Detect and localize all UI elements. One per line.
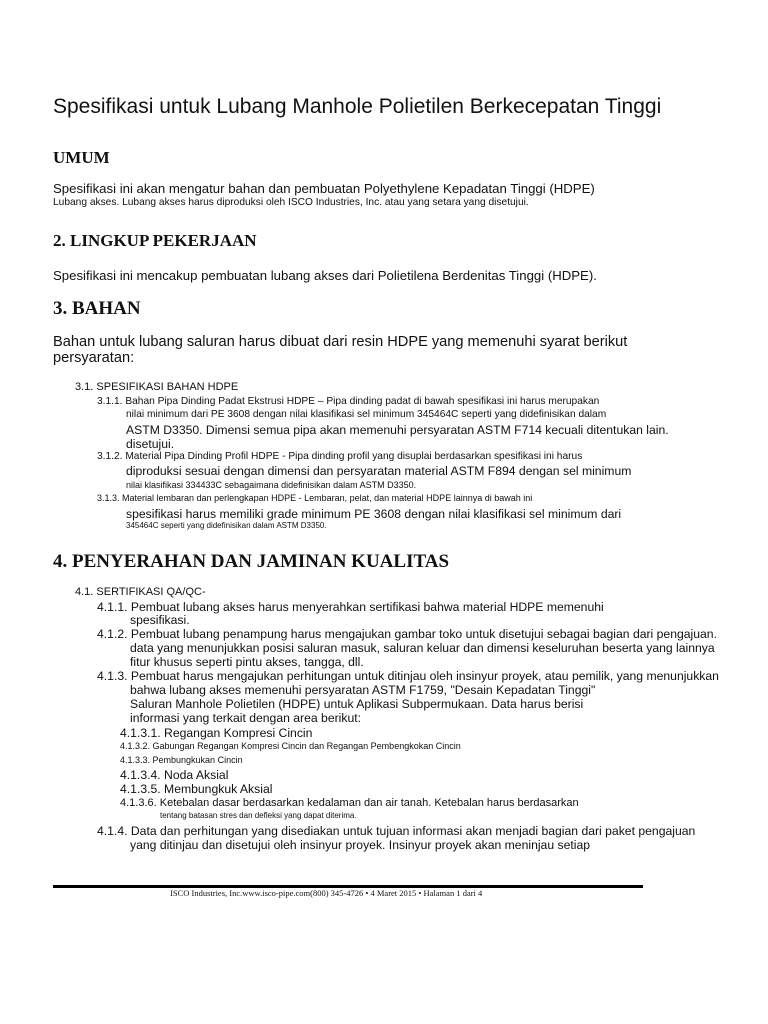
list-item-line: 4.1.3. Pembuat harus mengajukan perhitungan untuk ditinjau oleh insinyur proyek, atau pemilik, yang menunjukkan — [97, 669, 719, 683]
list-item-line: tentang batasan stres dan defleksi yang dapat diterima. — [160, 811, 357, 820]
list-item-line: 4.1.3.2. Gabungan Regangan Kompresi Cincin dan Regangan Pembengkokan Cincin — [120, 741, 461, 751]
paragraph-line: Bahan untuk lubang saluran harus dibuat dari resin HDPE yang memenuhi syarat berikut — [53, 334, 628, 350]
list-item-line: 3.1.1. Bahan Pipa Dinding Padat Ekstrusi HDPE – Pipa dinding padat di bawah spesifikasi ini harus merupakan — [97, 396, 600, 407]
list-item-line: disetujui. — [126, 437, 175, 451]
paragraph-line: persyaratan: — [53, 350, 135, 366]
list-item-line: 4.1.1. Pembuat lubang akses harus menyerahkan sertifikasi bahwa material HDPE memenuhi — [97, 600, 604, 614]
list-item-line: 3.1.3. Material lembaran dan perlengkapan HDPE - Lembaran, pelat, dan material HDPE lainnya di bawah ini — [97, 493, 533, 503]
list-item-line: nilai klasifikasi 334433C sebagaimana didefinisikan dalam ASTM D3350. — [126, 480, 417, 490]
list-item-line: Saluran Manhole Polietilen (HDPE) untuk Aplikasi Subpermukaan. Data harus berisi — [130, 697, 584, 711]
list-item-line: 4.1.3.1. Regangan Kompresi Cincin — [120, 726, 313, 740]
list-item-line: nilai minimum dari PE 3608 dengan nilai klasifikasi sel minimum 345464C seperti yang didefinisikan dalam — [126, 409, 607, 420]
list-item-line: 4.1.3.3. Pembungkukan Cincin — [120, 755, 243, 765]
list-item-line: 4.1.3.4. Noda Aksial — [120, 768, 229, 782]
subsection-heading: 3.1. SPESIFIKASI BAHAN HDPE — [75, 381, 239, 393]
list-item-line: 4.1.4. Data dan perhitungan yang disediakan untuk tujuan informasi akan menjadi bagian dari paket pengajuan — [97, 824, 696, 838]
paragraph-line: Spesifikasi ini mencakup pembuatan lubang akses dari Polietilena Berdenitas Tinggi (HDPE). — [53, 268, 597, 283]
list-item-line: ASTM D3350. Dimensi semua pipa akan memenuhi persyaratan ASTM F714 kecuali ditentukan lain. — [126, 423, 669, 437]
list-item-line: 4.1.3.5. Membungkuk Aksial — [120, 782, 273, 796]
page-footer: ISCO Industries, Inc.www.isco-pipe.com(800) 345-4726 • 4 Maret 2015 • Halaman 1 dari 4 — [170, 888, 483, 898]
list-item-line: 4.1.2. Pembuat lubang penampung harus mengajukan gambar toko untuk disetujui sebagai bagian dari pengajuan. — [97, 627, 717, 641]
page-title: Spesifikasi untuk Lubang Manhole Polietilen Berkecepatan Tinggi — [53, 95, 662, 118]
list-item-line: bahwa lubang akses memenuhi persyaratan ASTM F1759, "Desain Kepadatan Tinggi" — [130, 683, 596, 697]
list-item-line: 345464C seperti yang didefinisikan dalam ASTM D3350. — [126, 521, 327, 530]
subsection-heading: 4.1. SERTIFIKASI QA/QC- — [75, 586, 206, 598]
list-item-line: data yang menunjukkan posisi saluran masuk, saluran keluar dan dimensi keseluruhan beserta yang lainnya — [130, 641, 715, 655]
list-item-line: spesifikasi harus memiliki grade minimum PE 3608 dengan nilai klasifikasi sel minimum dari — [126, 507, 622, 521]
paragraph-line: Lubang akses. Lubang akses harus diproduksi oleh ISCO Industries, Inc. atau yang setara yang disetujui. — [53, 197, 529, 208]
list-item-line: spesifikasi. — [130, 613, 190, 627]
section-heading-bahan: 3. BAHAN — [53, 298, 141, 319]
list-item-line: fitur khusus seperti pintu akses, tangga, dll. — [130, 655, 364, 669]
paragraph-line: Spesifikasi ini akan mengatur bahan dan pembuatan Polyethylene Kepadatan Tinggi (HDPE) — [53, 181, 595, 196]
list-item-line: diproduksi sesuai dengan dimensi dan persyaratan material ASTM F894 dengan sel minimum — [126, 464, 632, 478]
section-heading-umum: UMUM — [53, 148, 110, 167]
list-item-line: 4.1.3.6. Ketebalan dasar berdasarkan kedalaman dan air tanah. Ketebalan harus berdasarkan — [120, 797, 579, 809]
section-heading-lingkup: 2. LINGKUP PEKERJAAN — [53, 231, 257, 250]
list-item-line: informasi yang terkait dengan area berikut: — [130, 711, 362, 725]
list-item-line: 3.1.2. Material Pipa Dinding Profil HDPE - Pipa dinding profil yang disuplai berdasarkan spesifikasi ini harus — [97, 451, 583, 462]
section-heading-penyerahan: 4. PENYERAHAN DAN JAMINAN KUALITAS — [53, 551, 450, 572]
list-item-line: yang ditinjau dan disetujui oleh insinyur proyek. Insinyur proyek akan meninjau setiap — [130, 838, 591, 852]
